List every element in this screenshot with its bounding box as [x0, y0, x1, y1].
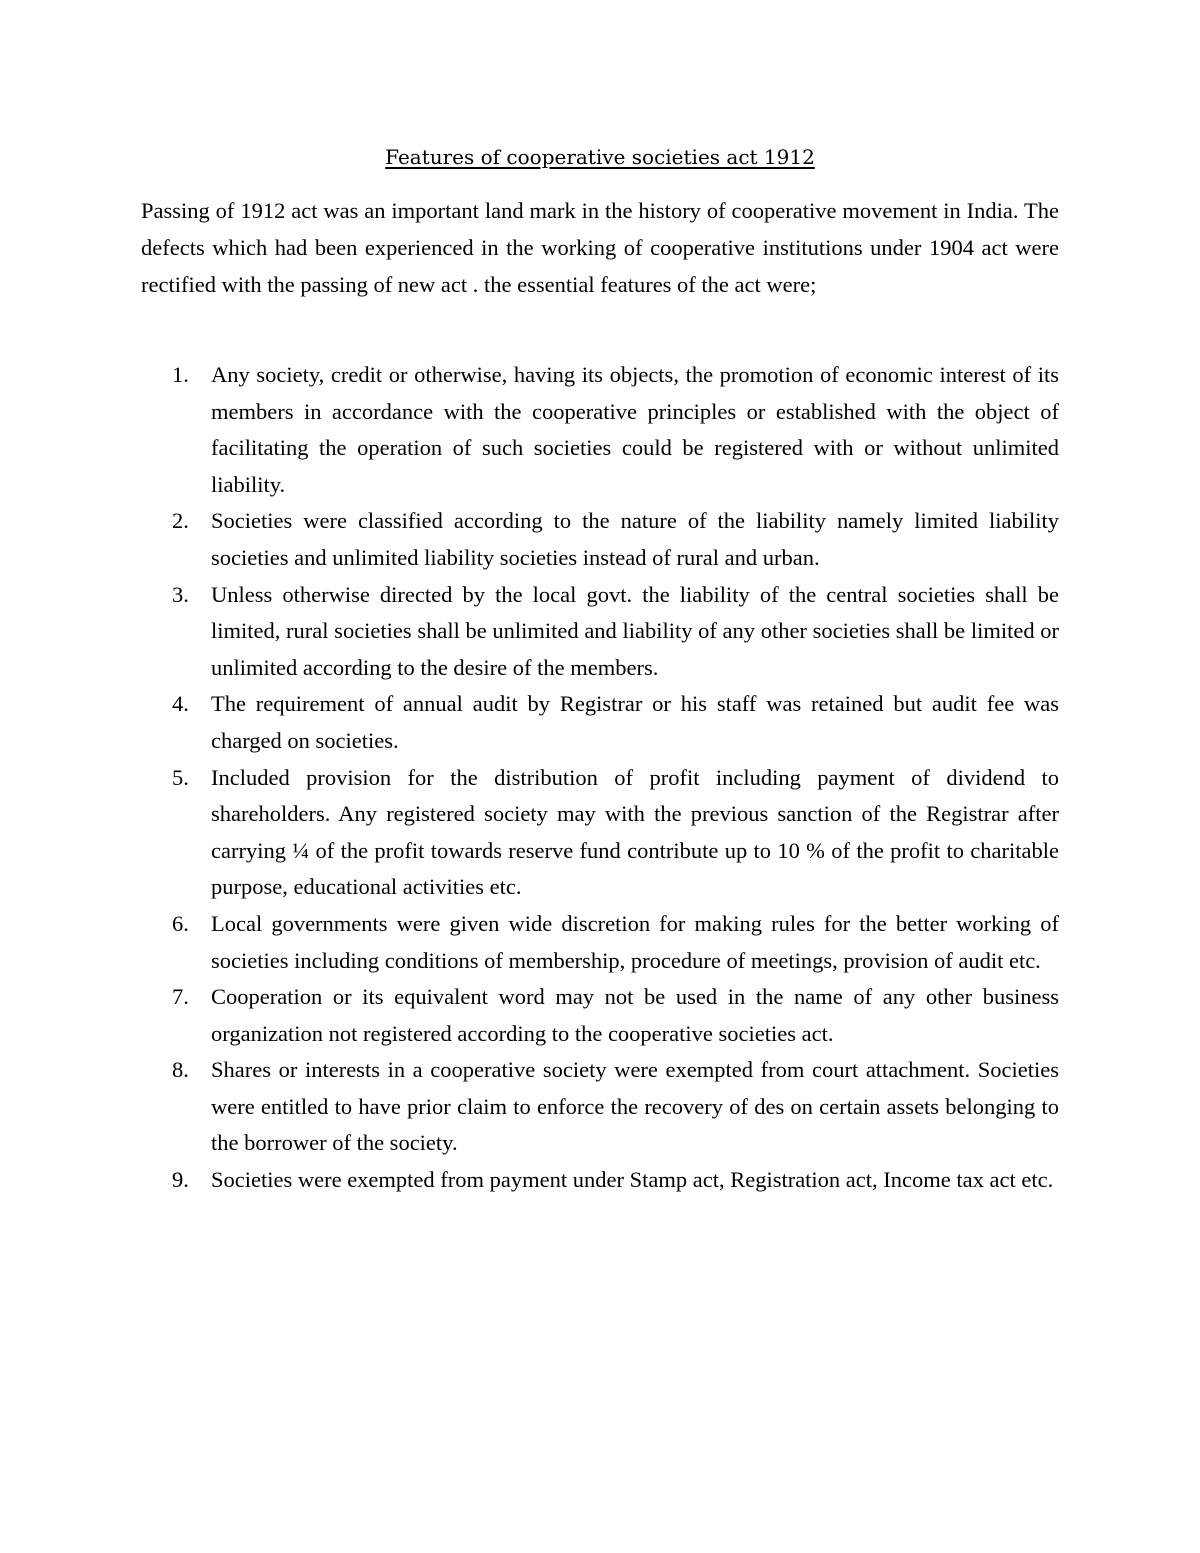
list-item	[141, 760, 1059, 906]
list-item-text: Societies were classified according to the nature of the liability namely limited liability societies and unlimited liability societies instead of rural and urban.	[211, 508, 1059, 570]
list-item-number: 4.	[172, 691, 189, 717]
list-item	[141, 979, 1059, 1052]
list-item-number: 2.	[172, 508, 189, 534]
list-item-number: 6.	[172, 910, 189, 936]
document-title: Features of cooperative societies act 1912	[385, 145, 815, 169]
list-item-text: Shares or interests in a cooperative society were exempted from court attachment. Societies were entitled to have prior claim to enforce the recovery of des on certain assets belonging to the borrower of the society.	[211, 1057, 1059, 1156]
list-item-text: Any society, credit or otherwise, having its objects, the promotion of economic interest of its members in accordance with the cooperative principles or established with the object of facilitating the operation of such societies could be registered with or without unlimited liability.	[211, 362, 1059, 497]
intro-paragraph: Passing of 1912 act was an important land mark in the history of cooperative movement in India. The defects which had been experienced in the working of cooperative institutions under 1904 act were rectified with the passing of new act . the essential features of the act were;	[141, 198, 1059, 297]
list-item	[141, 1052, 1059, 1162]
list-item-text: The requirement of annual audit by Registrar or his staff was retained but audit fee was charged on societies.	[211, 691, 1059, 753]
list-item-text: Cooperation or its equivalent word may not be used in the name of any other business organization not registered according to the cooperative societies act.	[211, 984, 1059, 1046]
list-item-number: 3.	[172, 581, 189, 607]
list-item	[141, 1162, 1059, 1199]
list-item-text: Societies were exempted from payment under Stamp act, Registration act, Income tax act etc.	[211, 1167, 1054, 1193]
features-list	[141, 357, 1059, 1199]
list-item-number: 1.	[172, 362, 189, 387]
list-item-text: Local governments were given wide discretion for making rules for the better working of societies including conditions of membership, procedure of meetings, provision of audit etc.	[211, 910, 1059, 973]
list-item	[141, 357, 1059, 503]
list-item	[141, 503, 1059, 576]
list-item	[141, 577, 1059, 687]
list-item-text: Included provision for the distribution of profit including payment of dividend to shareholders. Any registered society may with the previous sanction of the Registrar after carrying ¼ of the profit towards reserve fund contribute up to 10 % of the profit to charitable purpose, educational activities etc.	[211, 764, 1059, 900]
list-item	[141, 906, 1059, 979]
list-item-text: Unless otherwise directed by the local govt. the liability of the central societies shall be limited, rural societies shall be unlimited and liability of any other societies shall be limited or unlimited according to the desire of the members.	[211, 581, 1059, 680]
list-item-number: 7.	[172, 984, 189, 1010]
list-item-number: 9.	[172, 1167, 189, 1193]
list-item-number: 5.	[172, 764, 189, 790]
list-item-number: 8.	[172, 1057, 189, 1083]
list-item	[141, 686, 1059, 759]
